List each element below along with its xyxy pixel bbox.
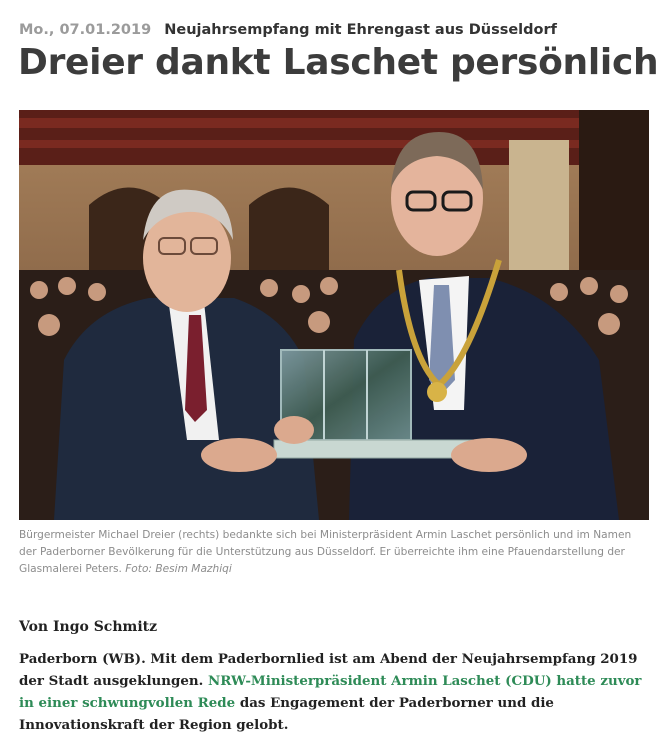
- article-kicker: Neujahrsempfang mit Ehrengast aus Düsseldorf: [164, 22, 557, 38]
- article-date: Mo., 07.01.2019: [19, 22, 152, 38]
- article-byline: Von Ingo Schmitz: [19, 619, 158, 635]
- photo-caption: [19, 527, 649, 578]
- article-photo[interactable]: [19, 110, 649, 520]
- photo-illustration: [19, 110, 649, 520]
- photo-credit: Foto: Besim Mazhiqi: [125, 563, 232, 575]
- lead-outro: das Engagement der Paderborner und die Innovationskraft der Region gelobt.: [19, 695, 554, 733]
- caption-text: Bürgermeister Michael Dreier (rechts) bedankte sich bei Ministerpräsident Armin Laschet persönlich und im Namen der Paderborner Bevölkerung für die Unterstützung aus Düsseldorf. Er überreichte ihm eine Pfauendarstellung der Glasmalerei Peters.: [19, 529, 632, 575]
- lead-intro: Paderborn (WB). Mit dem Paderbornlied ist am Abend der Neujahrsempfang 2019 der Stadt ausgeklungen.: [19, 651, 638, 689]
- lead-link[interactable]: NRW-Ministerpräsident Armin Laschet (CDU) hatte zuvor in einer schwungvollen Rede: [19, 673, 642, 711]
- article-headline: Dreier dankt Laschet persönlich: [18, 42, 659, 83]
- article-meta: [19, 20, 557, 40]
- article-lead: [19, 648, 649, 736]
